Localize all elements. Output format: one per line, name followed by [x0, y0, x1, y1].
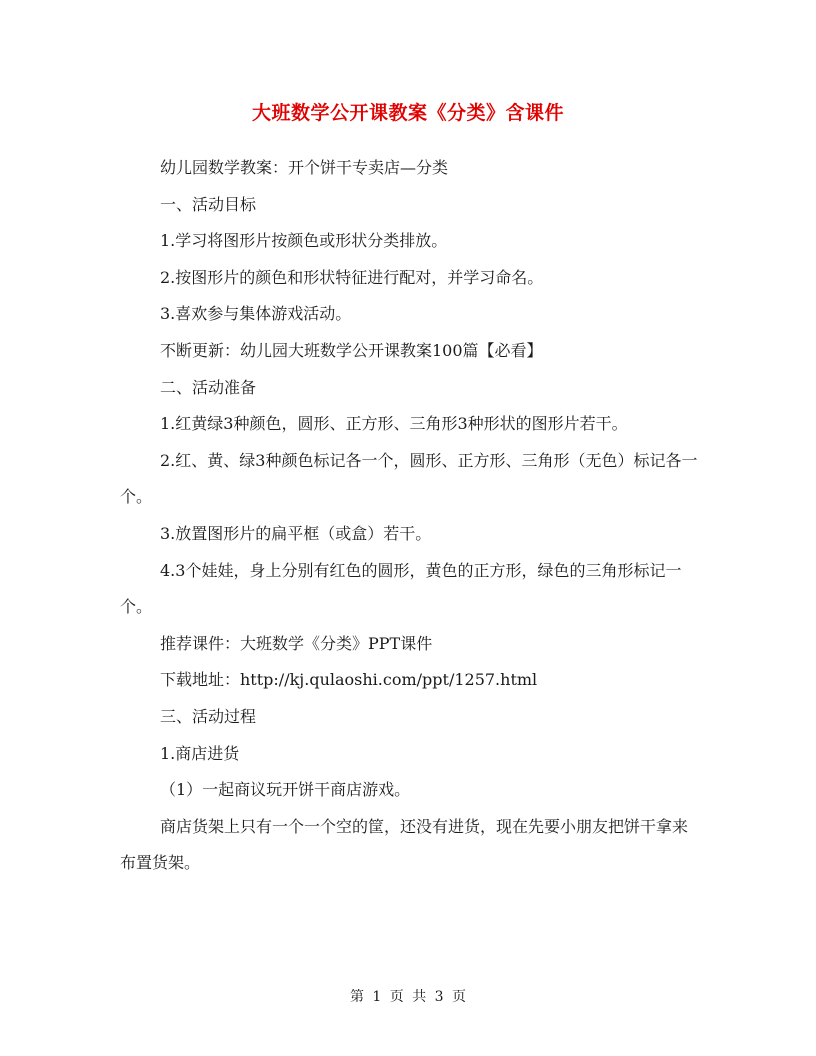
process-step-1: 1.商店进货 [160, 743, 240, 763]
recommended-courseware: 推荐课件：大班数学《分类》PPT课件 [160, 633, 433, 653]
process-substep-1: （1）一起商议玩开饼干商店游戏。 [160, 780, 411, 800]
process-paragraph: 商店货架上只有一个一个空的筐，还没有进货，现在先要小朋友把饼干拿来布置货架。 [120, 816, 689, 873]
preparation-item-3: 3.放置图形片的扁平框（或盒）若干。 [160, 523, 432, 543]
document-body [120, 150, 700, 882]
preparation-item-2: 2.红、黄、绿3种颜色标记各一个，圆形、正方形、三角形（无色）标记各一个。 [120, 450, 698, 507]
download-address: 下载地址：http://kj.qulaoshi.com/ppt/1257.html [160, 670, 538, 690]
goal-item-1: 1.学习将图形片按颜色或形状分类排放。 [160, 231, 448, 251]
goal-item-3: 3.喜欢参与集体游戏活动。 [160, 304, 352, 324]
preparation-item-1: 1.红黄绿3种颜色，圆形、正方形、三角形3种形状的图形片若干。 [160, 414, 628, 434]
goal-item-2: 2.按图形片的颜色和形状特征进行配对，并学习命名。 [160, 267, 544, 287]
preparation-item-4: 4.3个娃娃，身上分别有红色的圆形，黄色的正方形，绿色的三角形标记一个。 [120, 560, 682, 617]
section-heading-preparation: 二、活动准备 [160, 377, 257, 397]
document-title: 大班数学公开课教案《分类》含课件 [251, 102, 564, 124]
paragraph-subtitle: 幼儿园数学教案：开个饼干专卖店—分类 [160, 158, 449, 177]
page-footer: 第 1 页 共 3 页 [349, 989, 467, 1005]
section-heading-process: 三、活动过程 [160, 706, 257, 726]
section-heading-goals: 一、活动目标 [160, 194, 257, 214]
update-notice: 不断更新：幼儿园大班数学公开课教案100篇【必看】 [160, 340, 543, 360]
